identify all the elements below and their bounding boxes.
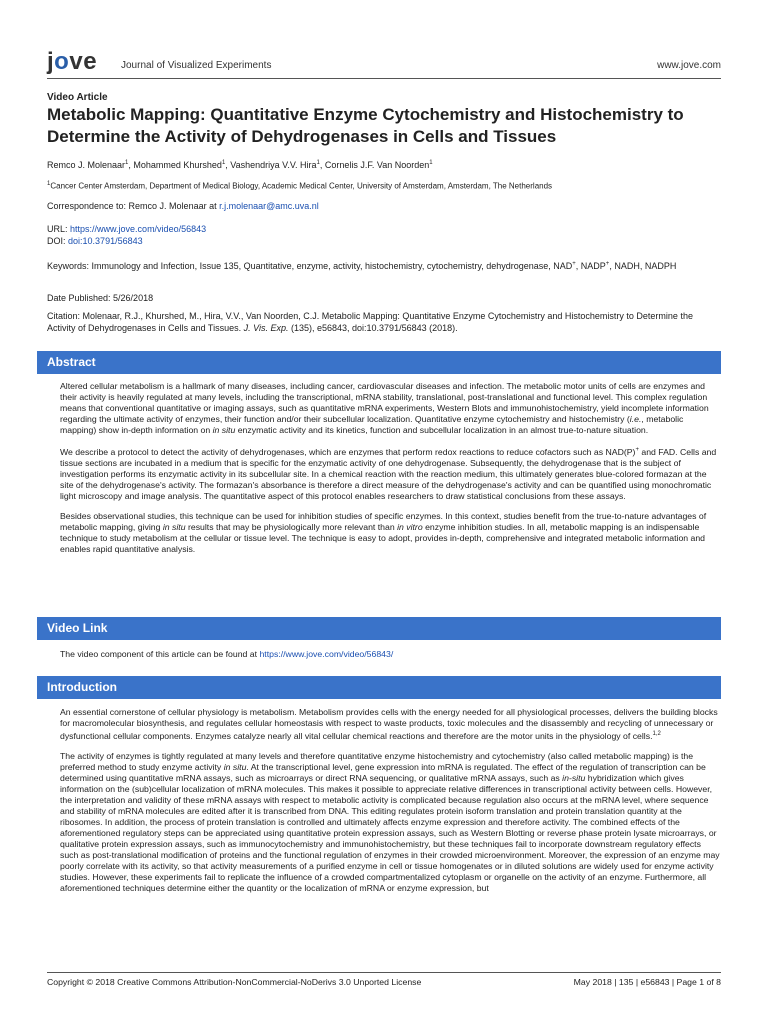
intro-paragraph: The activity of enzymes is tightly regulated at many levels and therefore quantitative enzyme histochemistry and cytochemistry (also called metabolic mapping) is the preferred method to study enzyme activity in situ. At the transcriptional level, gene expression into mRNA is regulated. The effect of the regulation of transcription can be determined using quantitative mRNA assays, such as microarrays or direct RNA sequencing, or qualitative mRNA assays, such as in-situ hybridization which gives information on the (sub)cellular localization of mRNA molecules. This makes it possible to appreciate relative differences in transcriptional activity between cells. However, the interpretation and validity of these mRNA assays with respect to metabolic activity is complicated because regulation also occurs at the mRNA level, where sequence and stability of mRNA molecules are edited after it is transcribed from DNA. This editing regulates protein isoform translation and protein translation quantity at the ribosomes. In addition, the process of protein translation is controlled and ultimately affects enzyme expression and therefore activity. The combined effects of the aforementioned regulatory steps can be appreciated using quantitative protein expression assays, such as Western Blotting or reverse phase protein lysate microarrays, or qualitative protein expression assays, such as immunocytochemistry and immunohistochemistry, but these techniques fail to incorporate downstream regulatory effects such as post-translational modification of proteins and the functional regulation of enzymes in their crowded microenvironment. Moreover, the expression of an enzyme may poorly correlate with its activity, so that activity measurements of a purified enzyme in cell or tissue homogenates or in diluted solutions are widely used for enzyme activity studies. However, these experiments fail to replicate the influence of a crowded compartmentalized cytoplasm or organelle on the activity of an enzyme. Furthermore, all aforementioned techniques determine either the quantity or the localization of mRNA or enzyme expression, but [60, 750, 720, 893]
keywords: Keywords: Immunology and Infection, Issue 135, Quantitative, enzyme, activity, histochemistry, cytochemistry, dehydrogenase, NAD+, NADP+, NADH, NADPH [47, 261, 677, 271]
date-published: Date Published: 5/26/2018 [47, 293, 154, 303]
intro-paragraph: An essential cornerstone of cellular physiology is metabolism. Metabolism provides cells with the energy needed for all physiological processes, delivers the building blocks for macromolecular biosynthesis, and regulates cellular homeostasis with respect to waste products, toxic molecules and the disassembly and recycling of unnecessary or dysfunctional cellular components. Enzymes catalyze nearly all vital cellular chemical reactions and therefore are the motor units in the physiology of cells.$^{1,2}$ [60, 707, 718, 741]
abstract-paragraph: We describe a protocol to detect the activity of dehydrogenases, which are enzymes that perform redox reactions to reduce cofactors such as NAD(P)+ and FAD. Cells and tissue sections are incubated in a medium that is specific for the enzymatic activity of one dehydrogenase. Subsequently, the dehydrogenase that is the subject of investigation performs its enzymatic activity in its subcellular site. In a chemical reaction with the reaction medium, this ultimately generates blue-colored formazan at the site of the dehydrogenase's activity. The formazan's absorbance is therefore a direct measure of the dehydrogenase's activity and can be quantified using monochromatic light microscopy and image analysis. The quantitative aspect of this protocol enables researchers to draw statistical conclusions from these assays. [60, 446, 717, 501]
abstract-body [60, 381, 721, 564]
article-type: Video Article [47, 92, 108, 103]
page-footer [47, 972, 721, 987]
affiliation: $^1$Cancer Center Amsterdam, Department of Medical Biology, Academic Medical Center, University of Amsterdam, Amsterdam, The Netherlands [47, 181, 553, 191]
correspondence: Correspondence to: Remco J. Molenaar at r.j.molenaar@amc.uva.nl [47, 201, 319, 211]
introduction-body [60, 707, 721, 903]
url-line: URL: https://www.jove.com/video/56843 [47, 224, 207, 234]
journal-name: Journal of Visualized Experiments [121, 60, 272, 71]
video-url-link[interactable]: https://www.jove.com/video/56843/ [259, 649, 394, 659]
video-link-body: The video component of this article can be found at https://www.jove.com/video/56843/ [60, 649, 394, 659]
doi-link[interactable]: doi:10.3791/56843 [68, 236, 143, 246]
author-list: Remco J. Molenaar$^1$, Mohammed Khurshed$^1$, Vashendriya V.V. Hira$^1$, Cornelis J.F. Van Noorden$^1$ [47, 160, 433, 170]
copyright-notice: Copyright © 2018 Creative Commons Attribution-NonCommercial-NoDerivs 3.0 Unported License [47, 977, 422, 987]
section-header-video-link: Video Link [37, 617, 721, 640]
page-header [47, 48, 721, 79]
citation: Citation: Molenaar, R.J., Khurshed, M., Hira, V.V., Van Noorden, C.J. Metabolic Mapping: Quantitative Enzyme Cytochemistry and Histochemistry to Determine the Activity of Dehydrogenases in Cells and Tissues. J. Vis. Exp. (135), e56843, doi:10.3791/56843 (2018). [47, 311, 693, 333]
site-link[interactable]: www.jove.com [657, 60, 721, 71]
section-header-introduction: Introduction [37, 676, 721, 699]
page-info: May 2018 | 135 | e56843 | Page 1 of 8 [573, 977, 721, 987]
jove-logo[interactable]: jove [47, 48, 98, 75]
article-url-link[interactable]: https://www.jove.com/video/56843 [70, 224, 207, 234]
abstract-paragraph: Besides observational studies, this technique can be used for inhibition studies of specific enzymes. In this context, studies benefit from the true-to-nature advantages of metabolic mapping, giving in situ results that may be physiologically more relevant than in vitro enzyme inhibition studies. In all, metabolic mapping is an indispensable technique to study metabolism at the cellular or tissue level. The technique is easy to adopt, provides in-depth, comprehensive and integrated metabolic information and enables rapid quantitative analysis. [60, 510, 707, 554]
correspondence-email-link[interactable]: r.j.molenaar@amc.uva.nl [219, 201, 319, 211]
doi-line: DOI: doi:10.3791/56843 [47, 236, 143, 246]
article-title: Metabolic Mapping: Quantitative Enzyme Cytochemistry and Histochemistry to Determine the Activity of Dehydrogenases in Cells and Tissues [47, 105, 684, 146]
abstract-paragraph: Altered cellular metabolism is a hallmark of many diseases, including cancer, cardiovascular diseases and infection. The metabolic motor units of cells are enzymes and their activity is heavily regulated at many levels, including the transcriptional, mRNA stability, translational, post-translational and functional level. This complex regulation means that conventional quantitative or imaging assays, such as quantitative mRNA experiments, Western Blots and immunohistochemistry, yield incomplete information regarding the ultimate activity of enzymes, their function and/or their subcellular localization. Quantitative enzyme cytochemistry and histochemistry (i.e., metabolic mapping) show in-depth information on in situ enzymatic activity and its kinetics, function and subcellular localization in an almost true-to-nature situation. [60, 381, 709, 435]
section-header-abstract: Abstract [37, 351, 721, 374]
